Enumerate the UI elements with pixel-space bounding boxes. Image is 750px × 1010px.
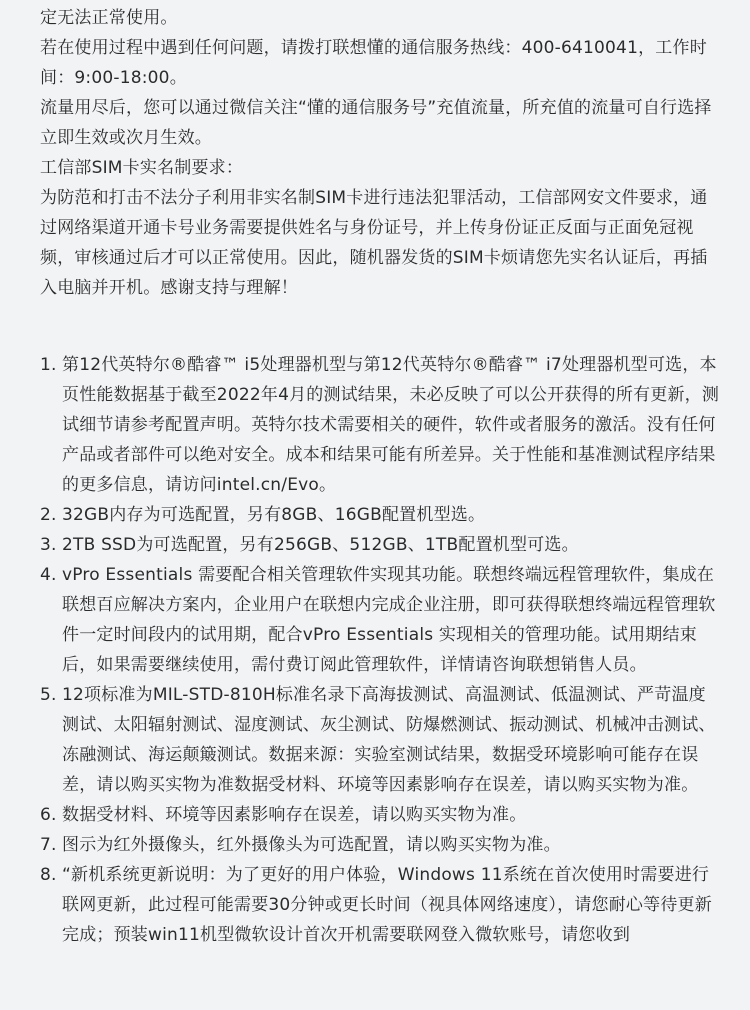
footnote-number: 8. [40, 865, 57, 885]
intro-section [40, 3, 720, 303]
footnote-number: 6. [40, 805, 57, 825]
footnote-item [40, 860, 720, 950]
footnote-text: 12项标准为MIL-STD-810H标准名录下高海拔测试、高温测试、低温测试、严苛温度测试、太阳辐射测试、湿度测试、灰尘测试、防爆燃测试、振动测试、机械冲击测试、冻融测试、海运颠簸测试。数据来源：实验室测试结果，数据受环境影响可能存在误差，请以购买实物为准数据受材料、环境等因素影响存在误差，请以购买实物为准。 [62, 685, 716, 795]
footnote-number: 5. [40, 685, 57, 705]
intro-heading-sim-requirement: 工信部SIM卡实名制要求： [40, 158, 244, 178]
footnote-item [40, 560, 720, 680]
intro-paragraph-sim-verification: 为防范和打击不法分子利用非实名制SIM卡进行违法犯罪活动，工信部网安文件要求，通过网络渠道开通卡号业务需要提供姓名与身份证号，并上传身份证正反面与正面免冠视频，审核通过后才可以正常使用。因此，随机器发货的SIM卡烦请您先实名认证后，再插入电脑并开机。感谢支持与理解！ [40, 188, 708, 298]
footnote-number: 7. [40, 835, 57, 855]
footnote-text: 32GB内存为可选配置，另有8GB、16GB配置机型选。 [62, 505, 486, 525]
footnote-text: 2TB SSD为可选配置，另有256GB、512GB、1TB配置机型可选。 [62, 535, 579, 555]
footnote-item [40, 350, 720, 500]
footnote-text: 数据受材料、环境等因素影响存在误差，请以购买实物为准。 [62, 805, 527, 825]
footnote-item [40, 800, 720, 830]
footnote-item [40, 680, 720, 800]
footnote-text: 第12代英特尔®酷睿™ i5处理器机型与第12代英特尔®酷睿™ i7处理器机型可选，本页性能数据基于截至2022年4月的测试结果，未必反映了可以公开获得的所有更新，测试细节请参考配置声明。英特尔技术需要相关的硬件，软件或者服务的激活。没有任何产品或者部件可以绝对安全。成本和结果可能有所差异。关于性能和基准测试程序结果的更多信息，请访问intel.cn/Evo。 [62, 355, 720, 495]
footnote-text: vPro Essentials 需要配合相关管理软件实现其功能。联想终端远程管理软件，集成在联想百应解决方案内，企业用户在联想内完成企业注册，即可获得联想终端远程管理软件一定时间段内的试用期，配合vPro Essentials 实现相关的管理功能。试用期结束后，如果需要继续使用，需付费订阅此管理软件，详情请咨询联想销售人员。 [62, 565, 716, 675]
footnote-number: 1. [40, 355, 57, 375]
intro-paragraph-data-recharge: 流量用尽后，您可以通过微信关注“懂的通信服务号”充值流量，所充值的流量可自行选择立即生效或次月生效。 [40, 98, 712, 148]
footnote-text: 图示为红外摄像头，红外摄像头为可选配置，请以购买实物为准。 [62, 835, 561, 855]
footnote-text: “新机系统更新说明：为了更好的用户体验，Windows 11系统在首次使用时需要进行联网更新，此过程可能需要30分钟或更长时间（视具体网络速度），请您耐心等待更新完成；预装win11机型微软设计首次开机需要联网登入微软账号，请您收到 [62, 865, 712, 945]
intro-paragraph-continuation: 定无法正常使用。 [40, 8, 178, 28]
footnote-number: 3. [40, 535, 57, 555]
footnote-item [40, 500, 720, 530]
footnote-number: 2. [40, 505, 57, 525]
footnote-item [40, 530, 720, 560]
footnotes-list [40, 350, 720, 950]
footnote-number: 4. [40, 565, 57, 585]
footnote-item [40, 830, 720, 860]
intro-paragraph-hotline: 若在使用过程中遇到任何问题，请拨打联想懂的通信服务热线：400-6410041，工作时间：9:00-18:00。 [40, 38, 707, 88]
